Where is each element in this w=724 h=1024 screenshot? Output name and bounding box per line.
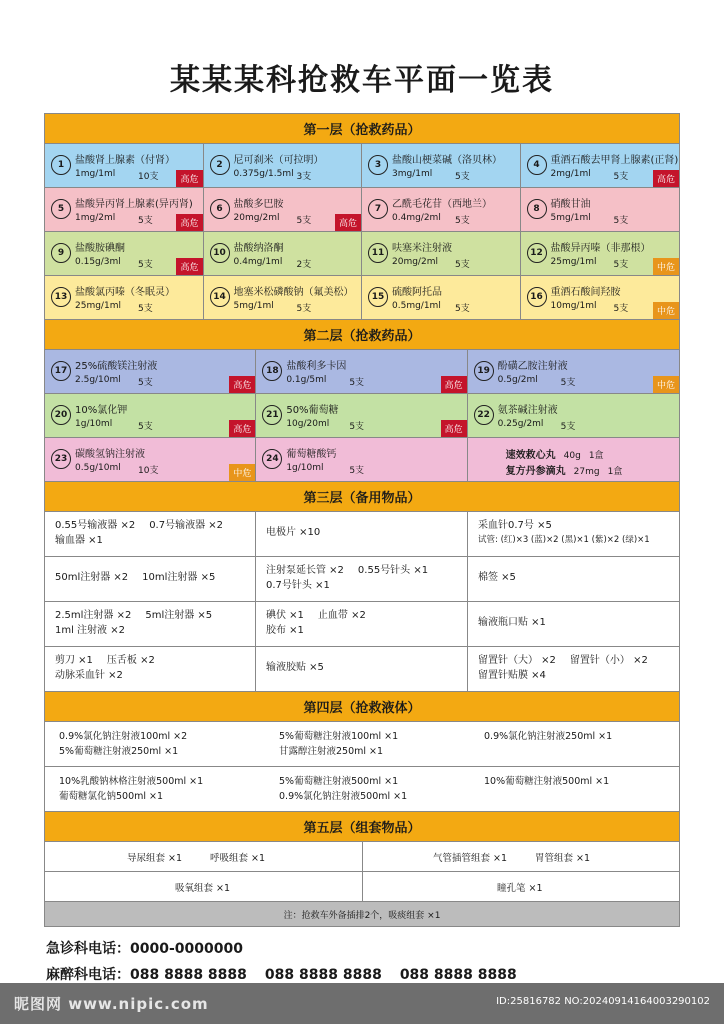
fluid-cell — [265, 729, 470, 766]
supply-item: 胶布 ×1 — [266, 625, 304, 636]
drug-name: 重酒石酸去甲肾上腺素(正肾) — [550, 155, 679, 166]
drug-number: 21 — [262, 405, 282, 425]
anesthesia-phone-2: 088 8888 8888 — [264, 967, 382, 983]
risk-badge: 高危 — [176, 258, 202, 275]
kit-row — [45, 842, 679, 872]
kit-cell — [45, 842, 363, 871]
supply-cell — [468, 512, 679, 556]
drug-cell — [468, 394, 679, 438]
layer3-body — [45, 512, 679, 692]
pill-spec: 40g — [563, 451, 581, 461]
supply-item: 2.5ml注射器 ×2 — [55, 610, 132, 621]
drug-spec: 20mg/2ml — [392, 257, 438, 267]
drug-cell — [521, 188, 680, 232]
layer3-heading: 第三层（备用物品） — [45, 482, 679, 512]
drug-quantity: 5支 — [349, 422, 365, 432]
drug-number: 8 — [527, 199, 547, 219]
drug-quantity: 10支 — [138, 172, 159, 182]
supply-line — [478, 570, 669, 585]
supply-item: 0.7号输液器 ×2 — [149, 520, 224, 531]
supply-item: 棉签 ×5 — [478, 572, 516, 583]
drug-cell — [521, 276, 680, 320]
kit-item: 呼吸组套 ×1 — [210, 852, 266, 864]
drug-name: 盐酸胺碘酮 — [75, 243, 125, 254]
risk-badge: 中危 — [229, 464, 255, 481]
drug-cell — [256, 394, 467, 438]
pill-spec: 27mg — [573, 467, 600, 477]
kit-item: 瞳孔笔 ×1 — [497, 882, 543, 894]
drug-spec: 0.4mg/1ml — [233, 257, 283, 267]
drug-name: 盐酸利多卡因 — [286, 361, 347, 372]
layer2-heading: 第二层（抢救药品） — [45, 320, 679, 350]
supply-line — [55, 668, 245, 683]
drug-cell — [204, 144, 363, 188]
drug-cell — [521, 144, 680, 188]
drug-spec: 1mg/2ml — [75, 213, 116, 223]
supply-item: 注射泵延长管 ×2 — [266, 565, 344, 576]
supply-line — [266, 578, 457, 593]
drug-name: 呋塞米注射液 — [392, 243, 452, 254]
drug-cell — [45, 350, 256, 394]
risk-badge: 中危 — [653, 258, 679, 275]
supply-line — [478, 533, 669, 548]
drug-spec: 5mg/1ml — [233, 301, 274, 311]
drug-cell — [204, 188, 363, 232]
cart-layout-table — [44, 113, 680, 927]
supply-line — [478, 653, 669, 668]
supply-line — [266, 608, 457, 623]
fluid-item: 甘露醇注射液250ml ×1 — [279, 746, 384, 757]
drug-number: 20 — [51, 405, 71, 425]
drug-cell — [204, 232, 363, 276]
supply-item: 留置针（大） ×2 — [478, 655, 556, 666]
drug-cell — [468, 350, 679, 394]
oral-pills-cell — [468, 438, 679, 482]
drug-spec: 25mg/1ml — [550, 257, 597, 267]
drug-spec: 1mg/1ml — [75, 169, 116, 179]
drug-number: 2 — [210, 155, 230, 175]
drug-number: 24 — [262, 449, 282, 469]
drug-spec: 0.25g/2ml — [497, 419, 544, 429]
drug-quantity: 2支 — [296, 260, 312, 270]
risk-badge: 高危 — [441, 376, 467, 393]
drug-spec: 0.5g/10ml — [75, 463, 121, 473]
drug-cell — [362, 188, 521, 232]
pill-item — [506, 462, 623, 477]
fluid-cell — [45, 729, 265, 766]
fluid-item: 0.9%氯化钠注射液100ml ×2 — [59, 731, 188, 742]
drug-number: 22 — [474, 405, 494, 425]
drug-name: 葡萄糖酸钙 — [286, 449, 337, 460]
risk-badge: 高危 — [229, 376, 255, 393]
supply-line — [478, 615, 669, 630]
fluid-cell — [470, 774, 679, 811]
page-title: 某某某科抢救车平面一览表 — [170, 63, 554, 98]
layer4-heading: 第四层（抢救液体） — [45, 692, 679, 722]
pill-quantity: 1盒 — [607, 467, 623, 477]
layer1-grid — [45, 144, 679, 320]
supply-cell — [45, 557, 256, 601]
drug-quantity: 5支 — [613, 304, 629, 314]
risk-badge: 高危 — [176, 214, 202, 231]
supply-item: 电极片 ×10 — [266, 527, 321, 538]
drug-cell — [256, 438, 467, 482]
pill-name: 复方丹参滴丸 — [505, 466, 566, 477]
drug-quantity: 5支 — [138, 378, 153, 388]
drug-name: 25%硫酸镁注射液 — [75, 361, 158, 372]
drug-quantity: 5支 — [613, 216, 629, 226]
drug-number: 23 — [51, 449, 71, 469]
drug-cell — [362, 232, 521, 276]
drug-cell — [45, 188, 204, 232]
drug-quantity: 5支 — [138, 260, 153, 270]
drug-quantity: 5支 — [349, 378, 365, 388]
drug-name: 氨茶碱注射液 — [497, 405, 558, 416]
layer2-grid — [45, 350, 679, 482]
fluid-item: 0.9%氯化钠注射液500ml ×1 — [279, 791, 408, 802]
supply-item: 输血器 ×1 — [55, 535, 103, 546]
drug-number: 1 — [51, 155, 71, 175]
layer4-body — [45, 722, 679, 812]
drug-spec: 3mg/1ml — [392, 169, 433, 179]
drug-name: 重酒石酸间羟胺 — [550, 287, 621, 298]
drug-cell — [45, 144, 204, 188]
drug-name: 50%葡萄糖 — [286, 405, 339, 416]
supply-cell — [468, 557, 679, 601]
drug-number: 9 — [51, 243, 71, 263]
supply-item: 剪刀 ×1 — [55, 655, 93, 666]
fluid-cell — [45, 774, 265, 811]
drug-quantity: 5支 — [455, 260, 470, 270]
drug-quantity: 5支 — [560, 378, 576, 388]
drug-number: 17 — [51, 361, 71, 381]
supply-cell — [256, 602, 468, 646]
drug-number: 19 — [474, 361, 494, 381]
drug-number: 10 — [210, 243, 230, 263]
supply-item: 50ml注射器 ×2 — [55, 572, 129, 583]
drug-spec: 10g/20ml — [286, 419, 330, 429]
fluid-item: 10%葡萄糖注射液500ml ×1 — [484, 776, 610, 787]
drug-number: 15 — [368, 287, 388, 307]
drug-spec: 1g/10ml — [75, 419, 113, 429]
fluid-cell — [265, 774, 470, 811]
drug-spec: 5mg/1ml — [550, 213, 591, 223]
risk-badge: 高危 — [653, 170, 679, 187]
drug-name: 尼可刹米（可拉明） — [233, 155, 324, 166]
drug-name: 乙酰毛花苷（西地兰） — [392, 199, 492, 210]
drug-cell — [45, 438, 256, 482]
drug-spec: 0.5g/2ml — [497, 375, 538, 385]
emergency-label: 急诊科电话： — [46, 941, 130, 957]
supply-line — [55, 623, 245, 638]
supply-cell — [45, 512, 256, 556]
kit-cell — [45, 872, 363, 901]
drug-spec: 0.5mg/1ml — [392, 301, 441, 311]
drug-number: 13 — [51, 287, 71, 307]
supply-row — [45, 512, 679, 557]
pill-quantity: 1盒 — [588, 451, 604, 461]
emergency-phone: 0000-0000000 — [130, 941, 243, 957]
risk-badge: 高危 — [176, 170, 202, 187]
drug-quantity: 5支 — [138, 422, 153, 432]
pill-name: 速效救心丸 — [505, 450, 556, 461]
fluid-item: 10%乳酸钠林格注射液500ml ×1 — [59, 776, 204, 787]
drug-name: 盐酸多巴胺 — [233, 199, 284, 210]
drug-name: 盐酸异丙嗪（非那根） — [550, 243, 651, 254]
drug-number: 5 — [51, 199, 71, 219]
supply-line — [478, 668, 669, 683]
supply-item: 试管: (红)×3 (蓝)×2 (黑)×1 (紫)×2 (绿)×1 — [478, 535, 650, 545]
watermark-id: ID:25816782 NO:20240914164003290102 — [496, 996, 710, 1007]
watermark-logo: 昵图网 www.nipic.com — [14, 995, 209, 1013]
supply-item: 采血针0.7号 ×5 — [478, 520, 552, 531]
drug-quantity: 5支 — [613, 260, 629, 270]
drug-quantity: 5支 — [138, 304, 153, 314]
fluid-item: 5%葡萄糖注射液500ml ×1 — [279, 776, 399, 787]
supply-cell — [256, 557, 468, 601]
kit-item: 胃管组套 ×1 — [535, 852, 591, 864]
drug-cell — [45, 394, 256, 438]
watermark-bar — [0, 983, 724, 1024]
drug-spec: 2mg/1ml — [550, 169, 591, 179]
supply-row — [45, 602, 679, 647]
supply-row — [45, 557, 679, 602]
footnote: 注：抢救车外备插排2个，吸痰组套 ×1 — [45, 902, 679, 926]
supply-item: 碘伏 ×1 — [266, 610, 304, 621]
pill-item — [506, 446, 604, 461]
risk-badge: 高危 — [229, 420, 255, 437]
emergency-contact — [46, 938, 243, 958]
fluid-item: 葡萄糖氯化钠500ml ×1 — [59, 791, 164, 802]
drug-cell — [521, 232, 680, 276]
drug-quantity: 5支 — [455, 304, 470, 314]
fluid-item: 5%葡萄糖注射液250ml ×1 — [59, 746, 179, 757]
supply-item: 动脉采血针 ×2 — [55, 670, 123, 681]
drug-quantity: 3支 — [296, 172, 312, 182]
drug-spec: 0.4mg/2ml — [392, 213, 441, 223]
kit-item: 吸氧组套 ×1 — [175, 882, 231, 894]
drug-name: 地塞米松磷酸钠（氟美松） — [233, 287, 354, 298]
drug-spec: 10mg/1ml — [550, 301, 597, 311]
kit-row — [45, 872, 679, 902]
supply-item: 10ml注射器 ×5 — [142, 572, 216, 583]
risk-badge: 中危 — [653, 376, 679, 393]
drug-quantity: 5支 — [349, 466, 365, 476]
drug-cell — [362, 276, 521, 320]
fluid-row — [45, 722, 679, 767]
supply-item: 留置针贴膜 ×4 — [478, 670, 546, 681]
drug-number: 4 — [527, 155, 547, 175]
supply-line — [55, 518, 245, 533]
drug-quantity: 10支 — [138, 466, 159, 476]
drug-name: 碳酸氢钠注射液 — [75, 449, 145, 460]
kit-item: 导尿组套 ×1 — [127, 852, 183, 864]
drug-spec: 0.1g/5ml — [286, 375, 327, 385]
supply-cell — [468, 602, 679, 646]
drug-cell — [362, 144, 521, 188]
fluid-cell — [470, 729, 679, 766]
layer5-heading: 第五层（组套物品） — [45, 812, 679, 842]
drug-quantity: 5支 — [560, 422, 576, 432]
drug-spec: 25mg/1ml — [75, 301, 121, 311]
layer5-body — [45, 842, 679, 902]
supply-line — [55, 570, 245, 585]
drug-name: 盐酸肾上腺素（付肾） — [75, 155, 175, 166]
risk-badge: 高危 — [441, 420, 467, 437]
supply-line — [55, 608, 245, 623]
anesthesia-contact — [46, 964, 517, 984]
supply-line — [55, 653, 245, 668]
supply-item: 0.7号针头 ×1 — [266, 580, 330, 591]
risk-badge: 中危 — [653, 302, 679, 319]
drug-name: 盐酸山梗菜碱（洛贝林） — [392, 155, 502, 166]
drug-number: 7 — [368, 199, 388, 219]
supply-item: 0.55号针头 ×1 — [357, 565, 429, 576]
drug-name: 盐酸纳洛酮 — [233, 243, 284, 254]
drug-cell — [45, 232, 204, 276]
kit-cell — [363, 842, 679, 871]
supply-item: 留置针（小） ×2 — [569, 655, 648, 666]
drug-spec: 1g/10ml — [286, 463, 324, 473]
supply-cell — [45, 602, 256, 646]
drug-spec: 0.15g/3ml — [75, 257, 121, 267]
risk-badge: 高危 — [335, 214, 361, 231]
drug-spec: 0.375g/1.5ml — [233, 169, 294, 179]
drug-cell — [204, 276, 363, 320]
kit-item: 气管插管组套 ×1 — [433, 852, 508, 864]
drug-quantity: 5支 — [296, 304, 312, 314]
drug-quantity: 5支 — [138, 216, 153, 226]
supply-cell — [256, 647, 468, 691]
supply-item: 止血带 ×2 — [317, 610, 366, 621]
supply-line — [478, 518, 669, 533]
drug-name: 盐酸异丙肾上腺素(异丙肾) — [75, 199, 193, 210]
fluid-row — [45, 767, 679, 812]
supply-item: 压舌板 ×2 — [106, 655, 155, 666]
drug-number: 3 — [368, 155, 388, 175]
supply-line — [266, 623, 457, 638]
supply-line — [266, 525, 457, 540]
drug-number: 16 — [527, 287, 547, 307]
drug-quantity: 5支 — [613, 172, 629, 182]
drug-number: 14 — [210, 287, 230, 307]
anesthesia-label: 麻醉科电话： — [46, 967, 130, 983]
supply-item: 1ml 注射液 ×2 — [55, 625, 125, 636]
supply-item: 5ml注射器 ×5 — [145, 610, 213, 621]
supply-line — [266, 660, 457, 675]
drug-quantity: 5支 — [296, 216, 312, 226]
drug-cell — [256, 350, 467, 394]
supply-item: 0.55号输液器 ×2 — [55, 520, 136, 531]
drug-number: 6 — [210, 199, 230, 219]
layer1-heading: 第一层（抢救药品） — [45, 114, 679, 144]
anesthesia-phone-3: 088 8888 8888 — [399, 967, 517, 983]
supply-line — [55, 533, 245, 548]
supply-cell — [256, 512, 468, 556]
supply-cell — [468, 647, 679, 691]
drug-number: 12 — [527, 243, 547, 263]
fluid-item: 0.9%氯化钠注射液250ml ×1 — [484, 731, 613, 742]
drug-name: 10%氯化钾 — [75, 405, 128, 416]
supply-line — [266, 563, 457, 578]
kit-cell — [363, 872, 679, 901]
supply-item: 输液胶贴 ×5 — [266, 662, 324, 673]
drug-name: 硫酸阿托品 — [392, 287, 442, 298]
anesthesia-phone-1: 088 8888 8888 — [130, 967, 247, 983]
supply-row — [45, 647, 679, 692]
drug-name: 盐酸氯丙嗪（冬眠灵） — [75, 287, 175, 298]
drug-name: 酚磺乙胺注射液 — [497, 361, 568, 372]
drug-spec: 2.5g/10ml — [75, 375, 121, 385]
drug-quantity: 5支 — [455, 172, 470, 182]
drug-cell — [45, 276, 204, 320]
drug-quantity: 5支 — [455, 216, 470, 226]
drug-spec: 20mg/2ml — [233, 213, 280, 223]
drug-number: 11 — [368, 243, 388, 263]
fluid-item: 5%葡萄糖注射液100ml ×1 — [279, 731, 399, 742]
drug-number: 18 — [262, 361, 282, 381]
supply-cell — [45, 647, 256, 691]
drug-name: 硝酸甘油 — [550, 199, 591, 210]
supply-item: 输液瓶口贴 ×1 — [478, 617, 546, 628]
